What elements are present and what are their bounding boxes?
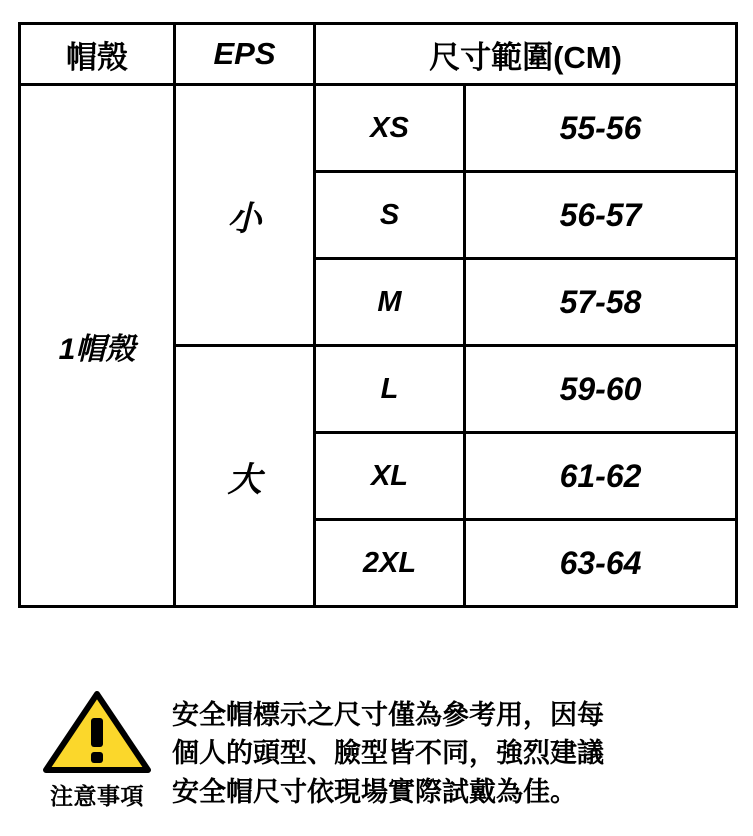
cell-size-xs: XS — [315, 85, 465, 172]
notice-text — [172, 690, 737, 811]
cell-size-m: M — [315, 259, 465, 346]
cell-range-2xl: 63-64 — [465, 520, 737, 607]
cell-size-xl: XL — [315, 433, 465, 520]
cell-eps-large: 大 — [175, 346, 315, 607]
table-header-row — [20, 24, 737, 85]
cell-range-xs: 55-56 — [465, 85, 737, 172]
cell-size-s: S — [315, 172, 465, 259]
warning-triangle-icon — [42, 690, 152, 774]
cell-range-m: 57-58 — [465, 259, 737, 346]
notice-label: 注意事項 — [50, 783, 144, 809]
cell-size-2xl: 2XL — [315, 520, 465, 607]
notice-block — [22, 690, 737, 811]
cell-range-l: 59-60 — [465, 346, 737, 433]
cell-range-s: 56-57 — [465, 172, 737, 259]
notice-line-1: 安全帽標示之尺寸僅為參考用，因每 — [172, 700, 604, 730]
table-row — [20, 85, 737, 172]
header-shell: 帽殼 — [20, 24, 175, 85]
cell-size-l: L — [315, 346, 465, 433]
helmet-size-table — [18, 22, 738, 608]
cell-shell-value: 1帽殼 — [20, 85, 175, 607]
header-eps: EPS — [175, 24, 315, 85]
notice-line-3: 安全帽尺寸依現場實際試戴為佳。 — [172, 776, 577, 807]
notice-line-2: 個人的頭型、臉型皆不同，強烈建議 — [172, 738, 604, 769]
notice-icon-group — [22, 690, 172, 811]
cell-range-xl: 61-62 — [465, 433, 737, 520]
cell-eps-small: 小 — [175, 85, 315, 346]
header-size-range: 尺寸範圍(CM) — [315, 24, 737, 85]
